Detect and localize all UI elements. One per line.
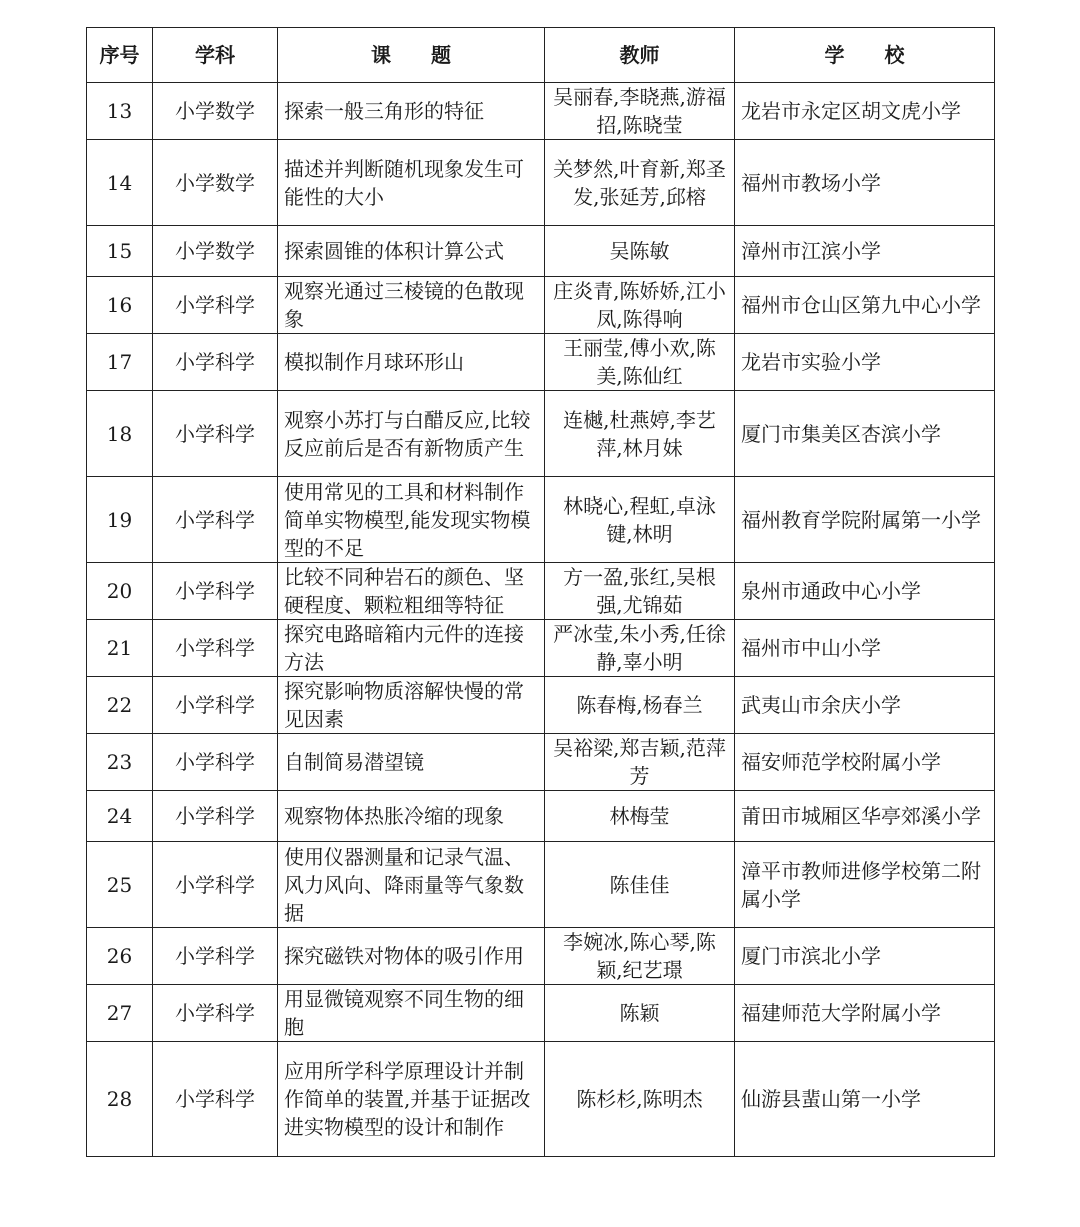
row-no: 21 [87,620,153,677]
row-school: 武夷山市余庆小学 [735,677,995,734]
row-topic: 自制简易潜望镜 [278,734,545,791]
row-school: 厦门市集美区杏滨小学 [735,391,995,477]
table-row [87,563,995,620]
row-subject: 小学科学 [153,334,278,391]
row-subject: 小学数学 [153,140,278,226]
row-no: 27 [87,985,153,1042]
row-school: 福建师范大学附属小学 [735,985,995,1042]
row-topic: 探究影响物质溶解快慢的常见因素 [278,677,545,734]
row-school: 福州市教场小学 [735,140,995,226]
row-teacher: 陈杉杉,陈明杰 [545,1042,735,1157]
row-topic: 使用仪器测量和记录气温、风力风向、降雨量等气象数据 [278,842,545,928]
table-row [87,1042,995,1157]
row-teacher: 关梦然,叶育新,郑圣发,张延芳,邱榕 [545,140,735,226]
table-row [87,791,995,842]
row-school: 漳平市教师进修学校第二附属小学 [735,842,995,928]
row-teacher: 庄炎青,陈娇娇,江小凤,陈得响 [545,277,735,334]
row-subject: 小学科学 [153,1042,278,1157]
row-teacher: 吴陈敏 [545,226,735,277]
row-topic: 比较不同种岩石的颜色、坚硬程度、颗粒粗细等特征 [278,563,545,620]
row-topic: 探索一般三角形的特征 [278,83,545,140]
row-teacher: 严冰莹,朱小秀,任徐静,辜小明 [545,620,735,677]
row-topic: 用显微镜观察不同生物的细胞 [278,985,545,1042]
row-school: 莆田市城厢区华亭郊溪小学 [735,791,995,842]
row-school: 龙岩市实验小学 [735,334,995,391]
row-topic: 观察小苏打与白醋反应,比较反应前后是否有新物质产生 [278,391,545,477]
header-school: 学 校 [735,28,995,83]
row-no: 16 [87,277,153,334]
row-school: 龙岩市永定区胡文虎小学 [735,83,995,140]
row-school: 福安师范学校附属小学 [735,734,995,791]
row-topic: 观察光通过三棱镜的色散现象 [278,277,545,334]
row-topic: 应用所学科学原理设计并制作简单的装置,并基于证据改进实物模型的设计和制作 [278,1042,545,1157]
row-teacher: 陈颖 [545,985,735,1042]
row-no: 18 [87,391,153,477]
table-row [87,391,995,477]
row-school: 厦门市滨北小学 [735,928,995,985]
row-topic: 探究磁铁对物体的吸引作用 [278,928,545,985]
table-row [87,477,995,563]
table-row [87,842,995,928]
table-row [87,334,995,391]
table-row [87,985,995,1042]
row-teacher: 林晓心,程虹,卓泳键,林明 [545,477,735,563]
row-teacher: 方一盈,张红,吴根强,尤锦茹 [545,563,735,620]
row-no: 22 [87,677,153,734]
row-topic: 探究电路暗箱内元件的连接方法 [278,620,545,677]
row-no: 14 [87,140,153,226]
row-topic: 模拟制作月球环形山 [278,334,545,391]
row-no: 23 [87,734,153,791]
row-teacher: 王丽莹,傅小欢,陈美,陈仙红 [545,334,735,391]
row-teacher: 吴裕梁,郑吉颖,范萍芳 [545,734,735,791]
row-no: 24 [87,791,153,842]
row-subject: 小学科学 [153,620,278,677]
row-subject: 小学科学 [153,677,278,734]
header-subject: 学科 [153,28,278,83]
row-teacher: 李婉冰,陈心琴,陈颖,纪艺璟 [545,928,735,985]
row-no: 25 [87,842,153,928]
row-no: 13 [87,83,153,140]
table-row [87,928,995,985]
row-topic: 使用常见的工具和材料制作简单实物模型,能发现实物模型的不足 [278,477,545,563]
row-no: 19 [87,477,153,563]
header-row [87,28,995,83]
table-row [87,140,995,226]
row-school: 福州市仓山区第九中心小学 [735,277,995,334]
table-row [87,83,995,140]
header-teacher: 教师 [545,28,735,83]
row-topic: 观察物体热胀冷缩的现象 [278,791,545,842]
row-no: 20 [87,563,153,620]
row-school: 仙游县蜚山第一小学 [735,1042,995,1157]
row-no: 26 [87,928,153,985]
row-school: 泉州市通政中心小学 [735,563,995,620]
row-no: 17 [87,334,153,391]
row-subject: 小学科学 [153,277,278,334]
row-subject: 小学科学 [153,791,278,842]
table-row [87,277,995,334]
row-subject: 小学科学 [153,563,278,620]
row-school: 福州教育学院附属第一小学 [735,477,995,563]
row-topic: 探索圆锥的体积计算公式 [278,226,545,277]
table-row [87,677,995,734]
header-topic: 课 题 [278,28,545,83]
row-no: 28 [87,1042,153,1157]
row-subject: 小学科学 [153,842,278,928]
row-teacher: 连樾,杜燕婷,李艺萍,林月妹 [545,391,735,477]
row-teacher: 陈佳佳 [545,842,735,928]
table-row [87,734,995,791]
row-subject: 小学科学 [153,985,278,1042]
row-subject: 小学科学 [153,477,278,563]
row-teacher: 吴丽春,李晓燕,游福招,陈晓莹 [545,83,735,140]
project-table [86,27,995,1157]
row-school: 漳州市江滨小学 [735,226,995,277]
row-subject: 小学数学 [153,83,278,140]
table-row [87,620,995,677]
row-subject: 小学科学 [153,928,278,985]
row-no: 15 [87,226,153,277]
table-row [87,226,995,277]
row-subject: 小学科学 [153,391,278,477]
row-subject: 小学数学 [153,226,278,277]
header-no: 序号 [87,28,153,83]
row-topic: 描述并判断随机现象发生可能性的大小 [278,140,545,226]
row-teacher: 陈春梅,杨春兰 [545,677,735,734]
row-subject: 小学科学 [153,734,278,791]
row-teacher: 林梅莹 [545,791,735,842]
row-school: 福州市中山小学 [735,620,995,677]
